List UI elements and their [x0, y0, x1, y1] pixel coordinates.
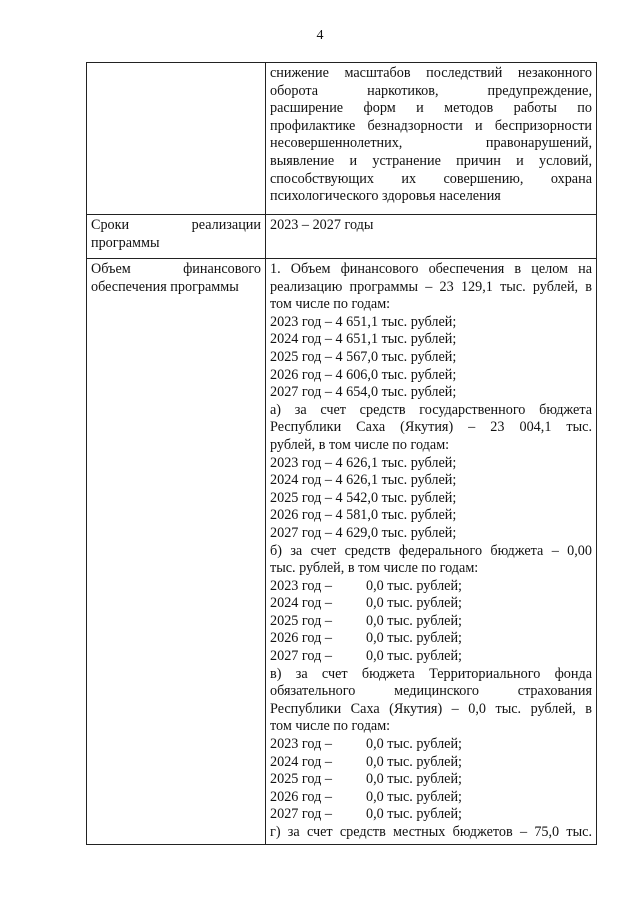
text-line: выявление и устранение причин и условий,: [270, 152, 592, 169]
text-line: обеспечения программы: [91, 278, 239, 295]
year-amount-line: [270, 771, 592, 789]
year-amount-line: [270, 595, 592, 613]
text-line: несовершеннолетних, правонарушений,: [270, 135, 592, 152]
text-line: 1. Объем финансового обеспечения в целом на: [270, 261, 592, 277]
timeline-label-cell: [87, 215, 266, 259]
text-line: Республики Саха (Якутия) – 23 004,1 тыс.: [270, 419, 592, 436]
text-line: Объем финансового: [91, 261, 261, 277]
table-row: [87, 215, 597, 259]
text-line: расширение форм и методов работы по: [270, 100, 592, 117]
amount-value: 0,0 тыс. рублей;: [366, 595, 462, 612]
year-label: 2025 год –: [270, 612, 332, 629]
year-label: 2024 год –: [270, 753, 332, 770]
year-label: 2027 год –: [270, 648, 332, 665]
financing-value-cell: [266, 259, 597, 845]
text-line: рублей, в том числе по годам:: [270, 436, 450, 453]
timeline-value-cell: [266, 215, 597, 259]
year-amount-line: [270, 648, 592, 666]
year-amount-line: [270, 578, 592, 596]
text-line: б) за счет средств федерального бюджета – 0,00: [270, 542, 592, 559]
year-label: 2025 год –: [270, 771, 332, 788]
text-line: г) за счет средств местных бюджетов – 75,0 тыс.: [270, 824, 592, 840]
text-line: обязательного медицинского страхования: [270, 683, 592, 700]
table-row: [87, 259, 597, 845]
amount-value: 0,0 тыс. рублей;: [366, 788, 462, 805]
year-amount-line: [270, 789, 592, 807]
text-line: 2027 год – 4 654,0 тыс. рублей;: [270, 384, 457, 401]
text-line: профилактике безнадзорности и беспризорности: [270, 117, 592, 134]
text-line: 2025 год – 4 567,0 тыс. рублей;: [270, 348, 457, 365]
text-line: 2024 год – 4 651,1 тыс. рублей;: [270, 331, 457, 348]
year-label: 2024 год –: [270, 595, 332, 612]
text-line: 2023 год – 4 626,1 тыс. рублей;: [270, 454, 457, 471]
amount-value: 0,0 тыс. рублей;: [366, 806, 462, 823]
text-line: 2026 год – 4 606,0 тыс. рублей;: [270, 366, 457, 383]
text-line: снижение масштабов последствий незаконного: [270, 65, 592, 81]
text-line: в) за счет бюджета Территориального фонда: [270, 665, 592, 682]
year-label: 2023 год –: [270, 736, 332, 753]
text-line: Сроки реализации: [91, 217, 261, 233]
financing-label-cell: [87, 259, 266, 845]
year-amount-line: [270, 806, 592, 824]
text-line: оборота наркотиков, предупреждение,: [270, 82, 592, 99]
text-line: реализацию программы – 23 129,1 тыс. рублей, в: [270, 278, 592, 295]
year-amount-line: [270, 613, 592, 631]
text-line: 2025 год – 4 542,0 тыс. рублей;: [270, 489, 457, 506]
text-line: тыс. рублей, в том числе по годам:: [270, 560, 479, 577]
year-label: 2026 год –: [270, 788, 332, 805]
program-passport-table: [86, 62, 597, 845]
text-line: 2023 – 2027 годы: [270, 217, 374, 233]
amount-value: 0,0 тыс. рублей;: [366, 771, 462, 788]
year-amount-line: [270, 630, 592, 648]
year-label: 2023 год –: [270, 577, 332, 594]
text-line: том числе по годам:: [270, 718, 391, 735]
table-row: [87, 63, 597, 215]
year-label: 2027 год –: [270, 806, 332, 823]
text-line: 2026 год – 4 581,0 тыс. рублей;: [270, 507, 457, 524]
amount-value: 0,0 тыс. рублей;: [366, 753, 462, 770]
text-line: Республики Саха (Якутия) – 0,0 тыс. рублей, в: [270, 700, 592, 717]
text-line: 2023 год – 4 651,1 тыс. рублей;: [270, 313, 457, 330]
text-line: 2027 год – 4 629,0 тыс. рублей;: [270, 524, 457, 541]
text-line: 2024 год – 4 626,1 тыс. рублей;: [270, 472, 457, 489]
amount-value: 0,0 тыс. рублей;: [366, 736, 462, 753]
text-line: способствующих их совершению, охрана: [270, 170, 592, 187]
amount-value: 0,0 тыс. рублей;: [366, 612, 462, 629]
goals-cell: [266, 63, 597, 215]
amount-value: 0,0 тыс. рублей;: [366, 577, 462, 594]
year-label: 2026 год –: [270, 630, 332, 647]
page-number: 4: [316, 28, 324, 43]
text-line: а) за счет средств государственного бюджета: [270, 401, 592, 418]
text-line: программы: [91, 234, 160, 251]
amount-value: 0,0 тыс. рублей;: [366, 648, 462, 665]
row-label-cell: [87, 63, 266, 215]
year-amount-line: [270, 754, 592, 772]
amount-value: 0,0 тыс. рублей;: [366, 630, 462, 647]
text-line: том числе по годам:: [270, 296, 391, 313]
year-amount-line: [270, 736, 592, 754]
text-line: психологического здоровья населения: [270, 188, 501, 205]
